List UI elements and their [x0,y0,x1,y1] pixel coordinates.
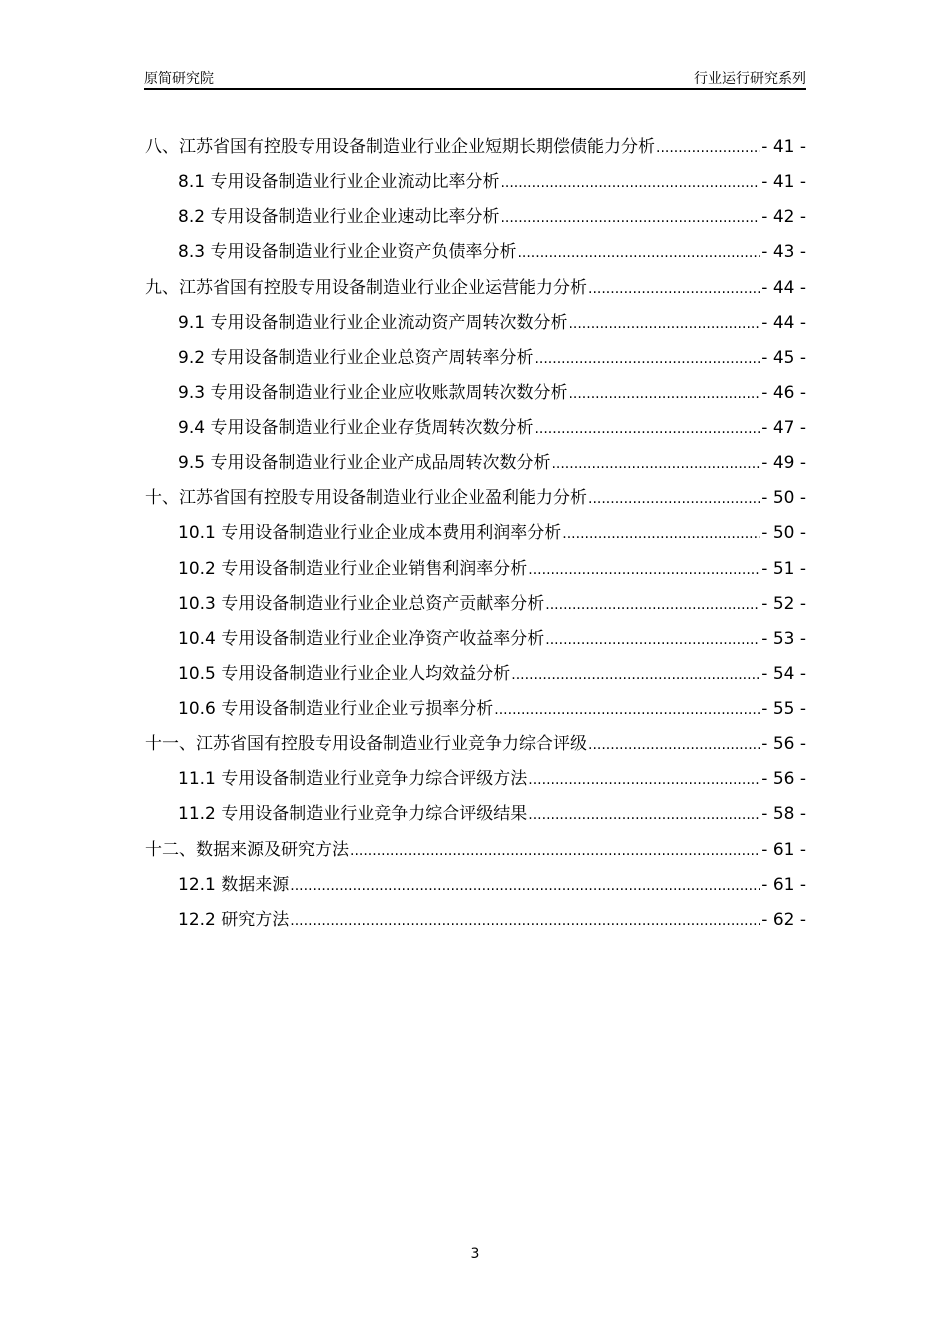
toc-entry-title: 十、江苏省国有控股专用设备制造业行业企业盈利能力分析 [145,488,587,509]
toc-entry-page: - 42 - [761,207,806,228]
toc-entry-page: - 41 - [761,172,806,193]
toc-entry-page: - 55 - [761,699,806,719]
toc-entry[interactable] [145,659,806,694]
toc-entry[interactable] [145,835,806,870]
toc-entry-title: 十一、江苏省国有控股专用设备制造业行业竞争力综合评级 [145,734,587,755]
dot-leader [545,632,760,648]
dot-leader [290,913,760,929]
toc-entry-page: - 41 - [761,137,806,157]
toc-entry-page: - 45 - [761,347,806,368]
toc-entry[interactable] [145,167,806,202]
dot-leader [290,878,760,894]
toc-entry-title: 十二、数据来源及研究方法 [145,839,349,860]
toc-entry[interactable] [145,413,806,448]
toc-entry-page: - 50 - [761,488,806,509]
toc-entry-page: - 61 - [761,874,806,895]
toc-entry-title: 10.1 专用设备制造业行业企业成本费用利润率分析 [178,523,562,544]
toc-entry[interactable] [145,237,806,272]
toc-entry[interactable] [145,202,806,237]
dot-leader [588,491,760,507]
dot-leader [517,245,760,261]
toc-entry-title: 9.3 专用设备制造业行业企业应收账款周转次数分析 [178,382,568,403]
toc-entry-page: - 44 - [761,277,806,298]
toc-entry-page: - 56 - [761,734,806,755]
dot-leader [528,772,760,788]
toc-entry-title: 9.2 专用设备制造业行业企业总资产周转率分析 [178,347,534,368]
table-of-contents [145,132,806,940]
dot-leader [494,702,760,718]
toc-entry[interactable] [145,764,806,799]
toc-entry-page: - 43 - [761,242,806,263]
dot-leader [511,667,760,683]
page-number: 3 [470,1246,480,1262]
toc-entry[interactable] [145,343,806,378]
dot-leader [551,456,760,472]
toc-entry[interactable] [145,799,806,834]
dot-leader [500,210,760,226]
toc-entry[interactable] [145,132,806,167]
dot-leader [534,421,760,437]
toc-entry-title: 10.6 专用设备制造业行业企业亏损率分析 [178,699,494,719]
toc-entry-title: 10.3 专用设备制造业行业企业总资产贡献率分析 [178,593,545,614]
dot-leader [500,175,760,191]
toc-entry-title: 九、江苏省国有控股专用设备制造业行业企业运营能力分析 [145,277,587,298]
toc-entry-page: - 46 - [761,382,806,403]
toc-entry-page: - 58 - [761,804,806,825]
toc-entry-title: 12.1 数据来源 [178,874,290,895]
toc-entry[interactable] [145,870,806,905]
page-header [144,66,806,90]
toc-entry[interactable] [145,483,806,518]
dot-leader [350,843,760,859]
toc-entry-title: 10.2 专用设备制造业行业企业销售利润率分析 [178,558,528,579]
toc-entry-title: 9.4 专用设备制造业行业企业存货周转次数分析 [178,418,534,438]
toc-entry-page: - 56 - [761,769,806,790]
dot-leader [568,316,760,332]
dot-leader [562,526,760,542]
toc-entry-page: - 52 - [761,593,806,614]
toc-entry[interactable] [145,518,806,553]
dot-leader [568,386,760,402]
toc-entry[interactable] [145,729,806,764]
toc-entry-page: - 53 - [761,628,806,649]
toc-entry[interactable] [145,448,806,483]
toc-entry-page: - 54 - [761,663,806,684]
toc-entry[interactable] [145,273,806,308]
toc-entry-title: 8.2 专用设备制造业行业企业速动比率分析 [178,207,500,228]
toc-entry-title: 8.1 专用设备制造业行业企业流动比率分析 [178,172,500,193]
toc-entry-page: - 50 - [761,523,806,544]
toc-entry[interactable] [145,554,806,589]
toc-entry[interactable] [145,308,806,343]
toc-entry-title: 9.5 专用设备制造业行业企业产成品周转次数分析 [178,453,551,474]
toc-entry-page: - 51 - [761,558,806,579]
dot-leader [528,562,760,578]
header-series: 行业运行研究系列 [694,71,806,87]
toc-entry-title: 12.2 研究方法 [178,909,290,930]
dot-leader [588,281,760,297]
toc-entry[interactable] [145,905,806,940]
dot-leader [588,737,760,753]
toc-entry-page: - 49 - [761,453,806,474]
toc-entry-title: 10.4 专用设备制造业行业企业净资产收益率分析 [178,628,545,649]
toc-entry[interactable] [145,589,806,624]
toc-entry[interactable] [145,624,806,659]
toc-entry-page: - 47 - [761,418,806,438]
toc-entry-page: - 44 - [761,312,806,333]
dot-leader [528,807,760,823]
toc-entry-title: 9.1 专用设备制造业行业企业流动资产周转次数分析 [178,312,568,333]
toc-entry-title: 8.3 专用设备制造业行业企业资产负债率分析 [178,242,517,263]
toc-entry-page: - 62 - [761,909,806,930]
dot-leader [534,351,760,367]
toc-entry[interactable] [145,694,806,729]
dot-leader [656,140,760,156]
toc-entry-page: - 61 - [761,839,806,860]
toc-entry[interactable] [145,378,806,413]
dot-leader [545,597,760,613]
toc-entry-title: 10.5 专用设备制造业行业企业人均效益分析 [178,663,511,684]
toc-entry-title: 11.1 专用设备制造业行业竞争力综合评级方法 [178,769,528,790]
toc-entry-title: 11.2 专用设备制造业行业竞争力综合评级结果 [178,804,528,825]
header-org: 原简研究院 [144,71,214,87]
toc-entry-title: 八、江苏省国有控股专用设备制造业行业企业短期长期偿债能力分析 [145,137,655,157]
